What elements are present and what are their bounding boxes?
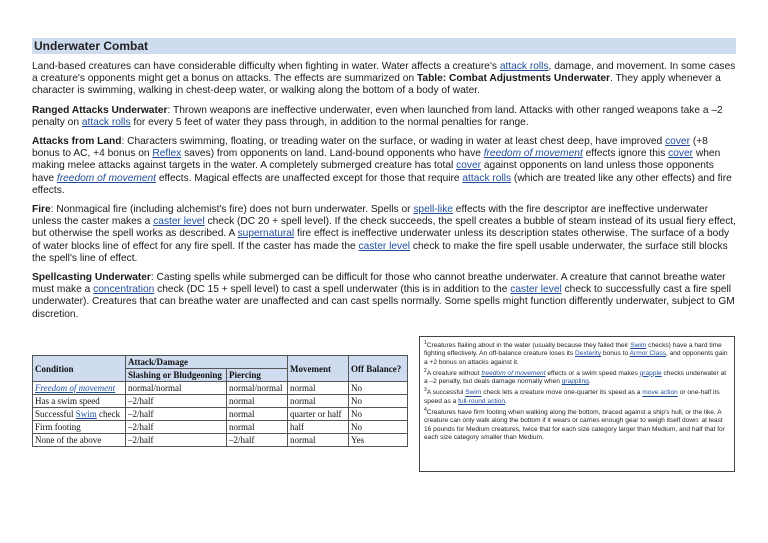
table-row: None of the above –2/half –2/half normal Yes — [33, 434, 408, 447]
freedom-of-movement-link[interactable]: freedom of movement — [481, 369, 546, 377]
section-heading: Underwater Combat — [32, 38, 736, 54]
dexterity-link[interactable]: Dexterity — [575, 350, 602, 358]
cover-link[interactable]: cover — [456, 160, 482, 172]
intro-paragraph: Land-based creatures can have considerable difficulty when fighting in water. Water affects a creature's attack rolls, damage, and movement. In some cases a creature's opponents might get a bonus on attacks. The effects are summarized on Table: Combat Adjustments Underwater. They apply whenever a character is swimming, walking in chest-deep water, or walking along the bottom of a body of water. — [32, 61, 736, 97]
ranged-attacks-paragraph: Ranged Attacks Underwater: Thrown weapons are ineffective underwater, even when launched from land. Attacks with other ranged weapons take a –2 penalty on attack rolls for every 5 feet of water they pass through, in addition to the normal penalties for range. — [32, 104, 723, 128]
fire-title: Fire — [32, 204, 51, 216]
swim-link[interactable]: Swim — [630, 342, 647, 350]
header-movement: Movement — [288, 356, 349, 382]
caster-level-link[interactable]: caster level — [510, 284, 562, 296]
combat-adjustments-table — [32, 355, 408, 447]
supernatural-link[interactable]: supernatural — [237, 228, 295, 240]
footnote-3: $^3$A successful Swim check lets a creature move one-quarter its speed as a move action or one-half its speed as a full-round action. — [424, 387, 720, 405]
reflex-link[interactable]: Reflex — [152, 148, 182, 160]
table-row: Freedom of movement normal/normal normal/normal normal No — [33, 382, 408, 395]
swim-link[interactable]: Swim — [465, 389, 482, 397]
table-row: Has a swim speed –2/half normal normal No — [33, 395, 408, 408]
move-action-link[interactable]: move action — [642, 389, 678, 397]
cover-link[interactable]: cover — [668, 148, 694, 160]
freedom-of-movement-link[interactable]: freedom of movement — [483, 148, 583, 160]
spellcasting-paragraph: Spellcasting Underwater: Casting spells while submerged can be difficult for those who cannot breathe underwater. A creature that cannot breathe water must make a concentration check (DC 15 + spell level) to cast a spell underwater (this is in addition to the caster level check to successfully cast a fire spell underwater). Creatures that can breathe water are unaffected and can cast spells normally. Some spells might function differently underwater, subject to GM discretion. — [32, 272, 735, 320]
header-attack-damage: Attack/Damage — [126, 356, 288, 369]
ranged-attacks-title: Ranged Attacks Underwater — [32, 104, 168, 116]
spell-like-link[interactable]: spell-like — [413, 204, 453, 216]
full-round-action-link[interactable]: full-round action — [458, 397, 506, 405]
armor-class-link[interactable]: Armor Class — [629, 350, 666, 358]
caster-level-link[interactable]: caster level — [358, 240, 411, 252]
header-condition: Condition — [33, 356, 126, 382]
table-row: Successful Swim check –2/half normal quarter or half No — [33, 408, 408, 421]
table-reference: Table: Combat Adjustments Underwater — [416, 73, 610, 85]
fire-paragraph: Fire: Nonmagical fire (including alchemist's fire) does not burn underwater. Spells or spell-like effects with the fire descriptor are ineffective underwater unless the caster makes a caster level check (DC 20 + spell level). If the check succeeds, the spell creates a bubble of steam instead of its usual fiery effect, but otherwise the spell works as described. A supernatural fire effect is ineffective underwater unless its description states otherwise. The surface of a body of water blocks line of effect for any fire spell. If the caster has made the caster level check to make the fire spell usable underwater, the surface still blocks the spell's line of effect. — [32, 204, 736, 264]
table-row: Firm footing –2/half normal half No — [33, 421, 408, 434]
grappling-link[interactable]: grappling — [561, 378, 589, 386]
footnote-2: $^2$A creature without freedom of movement effects or a swim speed makes grapple checks underwater at a –2 penalty, but deals damage normally when grappling. — [424, 367, 727, 386]
header-off-balance: Off Balance? — [349, 356, 408, 382]
footnote-1: $^1$Creatures flailing about in the water (usually because they failed their Swim checks) have a hard time fighting effectively. An off-balance creature loses its Dexterity bonus to Armor Class, and opponents gain a +2 bonus on attacks against it. — [424, 340, 728, 366]
attack-rolls-link[interactable]: attack rolls — [81, 116, 131, 128]
caster-level-link[interactable]: caster level — [153, 216, 205, 228]
footnote-4: $^4$Creatures have firm footing when walking along the bottom, braced against a ship's hull, or the like. A creature can only walk along the bottom if it wears or carries enough gear to weigh itself down: at least 16 pounds for Medium creatures, twice that for each size category larger than Medium, and half that for each size category smaller than Medium. — [424, 406, 725, 441]
attacks-from-land-paragraph: Attacks from Land: Characters swimming, floating, or treading water on the surface, or wading in water at least chest deep, have improved cover (+8 bonus to AC, +4 bonus on Reflex saves) from opponents on land. Land-bound opponents who have freedom of movement effects ignore this cover when making melee attacks against targets in the water. A completely submerged creature has total cover against opponents on land unless those opponents have freedom of movement effects. Magical effects are unaffected except for those that require attack rolls (which are treated like any other effects) and fire effects. — [32, 136, 732, 196]
freedom-of-movement-link[interactable]: freedom of movement — [56, 172, 157, 184]
freedom-of-movement-link[interactable]: Freedom of movement — [35, 383, 116, 393]
header-slashing: Slashing or Bludgeoning — [126, 369, 227, 382]
grapple-link[interactable]: grapple — [639, 369, 662, 377]
concentration-link[interactable]: concentration — [93, 284, 155, 296]
attacks-from-land-title: Attacks from Land — [32, 136, 122, 148]
spellcasting-title: Spellcasting Underwater — [32, 272, 151, 284]
document-body — [32, 38, 736, 321]
header-piercing: Piercing — [227, 369, 288, 382]
cover-link[interactable]: cover — [665, 136, 690, 148]
swim-link[interactable]: Swim — [75, 409, 97, 419]
attack-rolls-link[interactable]: attack rolls — [462, 172, 512, 184]
table-footnotes — [419, 336, 735, 472]
attack-rolls-link[interactable]: attack rolls — [499, 61, 549, 72]
